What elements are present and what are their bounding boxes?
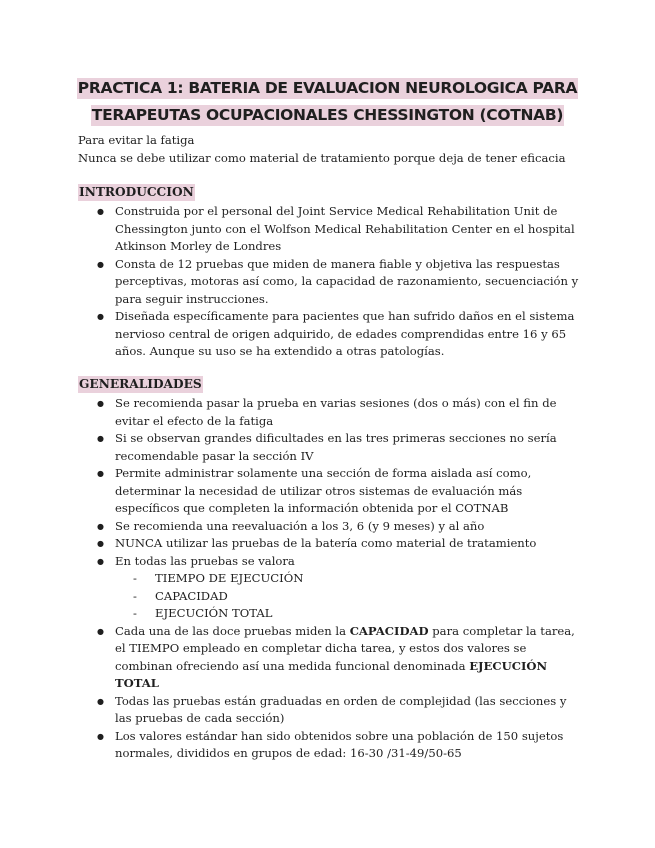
- list-item: ● Se recomienda una reevaluación a los 3, 6 (y 9 meses) y al año: [78, 518, 583, 536]
- document-title: [0, 78, 655, 132]
- intro-line-1: Para evitar la fatiga: [78, 133, 195, 147]
- sub-list-item: - EJECUCIÓN TOTAL: [115, 605, 583, 623]
- list-item: ● Diseñada específicamente para pacientes que han sufrido daños en el sistema nervioso central de origen adquirido, de edades comprendidas entre 16 y 65 años. Aunque su uso se ha extendido a otras patologías.: [78, 308, 581, 361]
- list-item: ● Construida por el personal del Joint Service Medical Rehabilitation Unit de Chessington junto con el Wolfson Medical Rehabilitation Center en el hospital Atkinson Morley de Londres: [78, 203, 581, 256]
- intro-text: [78, 132, 598, 167]
- sub-list-item: - CAPACIDAD: [115, 588, 583, 606]
- list-item-valora: [78, 553, 583, 623]
- list-item-cada: [78, 623, 583, 693]
- valora-sublist: [115, 570, 583, 623]
- title-line-2: TERAPEUTAS OCUPACIONALES CHESSINGTON (COTNAB): [91, 106, 564, 124]
- list-item: ● Todas las pruebas están graduadas en orden de complejidad (las secciones y las pruebas de cada sección): [78, 693, 583, 728]
- cada-text-1: Cada una de las doce pruebas miden la: [115, 623, 350, 638]
- cada-bold-ejecucion: EJECUCIÓN TOTAL: [115, 658, 548, 690]
- title-line-1: PRACTICA 1: BATERIA DE EVALUACION NEUROLOGICA PARA: [77, 79, 578, 97]
- list-item: ● Los valores estándar han sido obtenidos sobre una población de 150 sujetos normales, divididos en grupos de edad: 16-30 /31-49/50-65: [78, 728, 583, 763]
- list-item: ● Si se observan grandes dificultades en las tres primeras secciones no sería recomendable pasar la sección IV: [78, 430, 583, 465]
- list-item: ● NUNCA utilizar las pruebas de la batería como material de tratamiento: [78, 535, 583, 553]
- list-item: ● Consta de 12 pruebas que miden de manera fiable y objetiva las respuestas perceptivas, motoras así como, la capacidad de razonamiento, secuenciación y para seguir instrucciones.: [78, 256, 581, 309]
- sub-list-item: - TIEMPO DE EJECUCIÓN: [115, 570, 583, 588]
- cada-text-2: para completar la tarea, el TIEMPO empleado en completar dicha tarea, y estos dos valores se combinan ofreciendo así una medida funcional denominada: [115, 623, 575, 673]
- intro-line-2: Nunca se debe utilizar como material de tratamiento porque deja de tener eficacia: [78, 150, 566, 165]
- valora-text: En todas las pruebas se valora: [115, 553, 295, 568]
- list-item: ● Se recomienda pasar la prueba en varias sesiones (dos o más) con el fin de evitar el efecto de la fatiga: [78, 395, 583, 430]
- section-heading-generalidades: GENERALIDADES: [79, 377, 202, 391]
- introduccion-list: [78, 203, 581, 361]
- section-heading-introduccion: INTRODUCCION: [79, 185, 194, 199]
- list-item: ● Permite administrar solamente una sección de forma aislada así como, determinar la necesidad de utilizar otros sistemas de evaluación más específicos que completen la información obtenida por el COTNAB: [78, 465, 583, 518]
- generalidades-list: [78, 395, 583, 763]
- cada-bold-capacidad: CAPACIDAD: [349, 623, 429, 638]
